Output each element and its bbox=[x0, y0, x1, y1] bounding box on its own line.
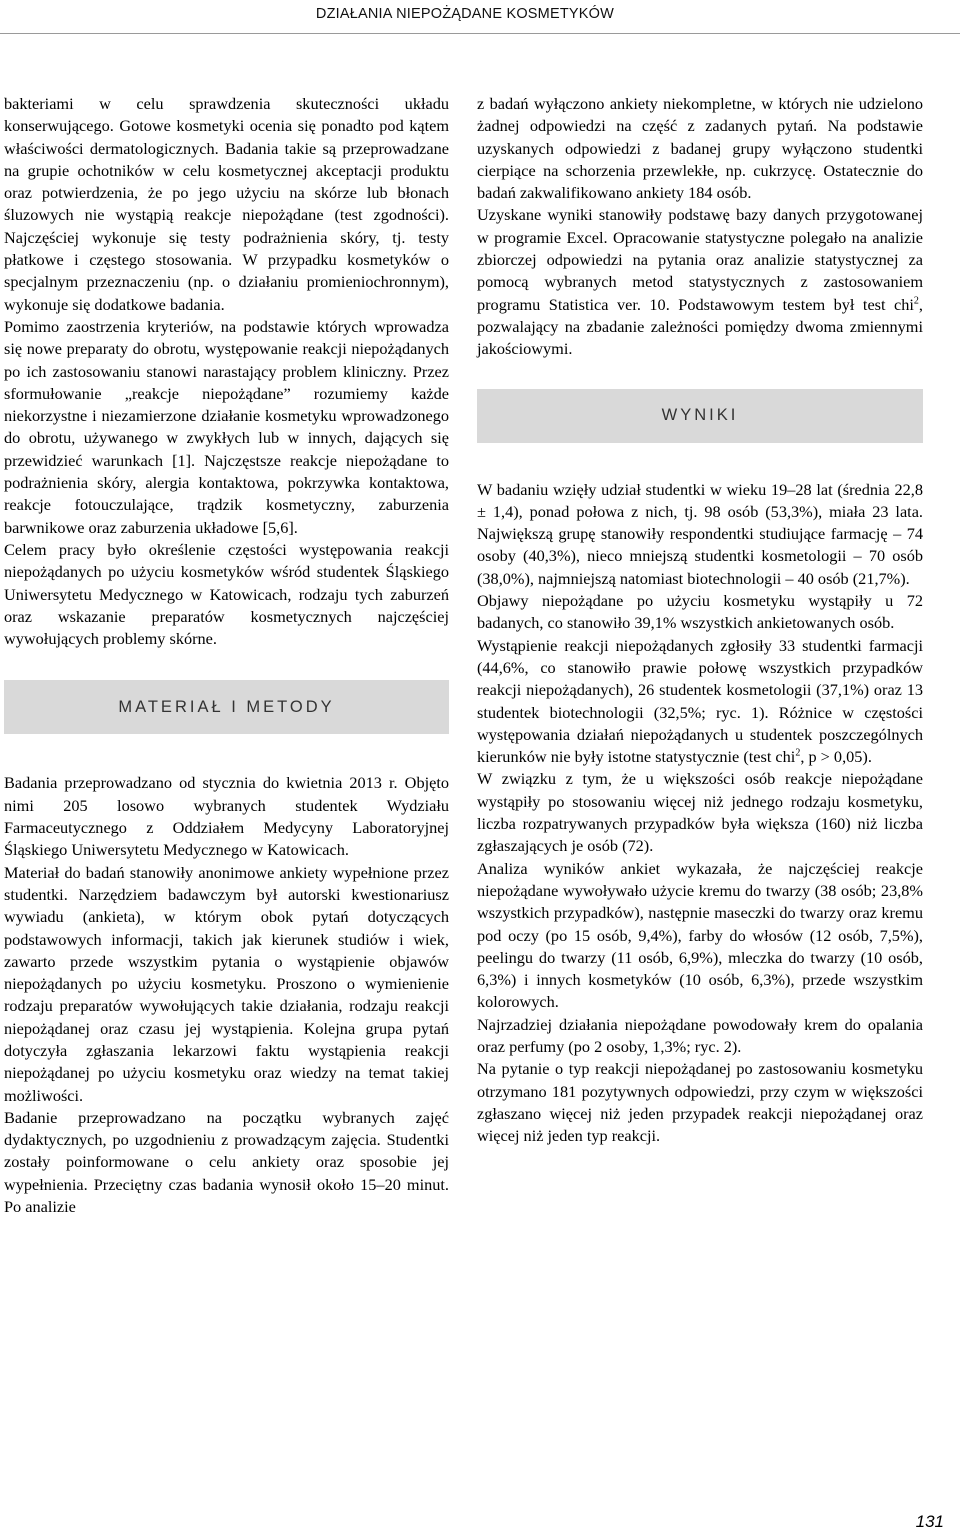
body-paragraph: bakteriami w celu sprawdzenia skuteczności układu konserwującego. Gotowe kosmetyki ocenia się ponadto pod kątem właściwości dermatologicznych. Badania takie są przeprowadzane na grupie ochotników w celu kosmetycznej akceptacji produktu oraz potwierdzenia, że po jego użyciu na skórze lub błonach śluzowych nie wystąpią reakcje niepożądane (test zgodności). Najczęściej wykonuje się testy podrażnienia skóry, tj. testy płatkowe i częstego stosowania. W przypadku kosmetyków o specjalnym przeznaczeniu (np. o działaniu promieniochronnym), wykonuje się dodatkowe badania. bbox=[4, 94, 449, 314]
body-paragraph: Badanie przeprowadzano na początku wybranych zajęć dydaktycznych, po uzgodnieniu z prowadzącym zajęcia. Studentki zostały poinformowane o celu ankiety oraz sposobie jej wypełnienia. Przeciętny czas badania wynosił około 15–20 minut. Po analizie bbox=[4, 1107, 449, 1217]
body-paragraph: z badań wyłączono ankiety niekompletne, w których nie udzielono żadnej odpowiedzi na część z zadanych pytań. Na podstawie uzyskanych odpowiedzi z badanej grupy wyłączono studentki cierpiące na schorzenia przewlekłe, np. cukrzycę. Ostatecznie do badań zakwalifikowano ankiety 184 osób. bbox=[477, 94, 923, 203]
chi-text: Uzyskane wyniki stanowiły podstawę bazy danych przygotowanej w programie Excel. Opracowanie statystyczne polegało na analizie zbiorczej odpowiedzi na pytania oraz analizie statystycznej za pomocą wybranych metod statystycznych z zastosowaniem programu Statistica ver. 10. Podstawowym testem był test chi bbox=[477, 205, 923, 314]
body-paragraph: Analiza wyników ankiet wykazała, że najczęściej reakcje niepożądane wywoływało użycie kremu do twarzy (38 osób; 23,8% wszystkich przypadków), następnie maseczki do twarzy oraz kremu pod oczy (po 15 osób, 9,4%), farby do włosów (12 osób, 7,5%), peelingu do twarzy (11 osób, 6,9%), mleczka do twarzy (10 osób, 6,3%) i innych kosmetyków (10 osób, 6,3%), przede wszystkim kolorowych. bbox=[477, 858, 923, 1012]
body-paragraph: Objawy niepożądane po użyciu kosmetyku wystąpiły u 72 badanych, co stanowiło 39,1% wszystkich ankietowanych osób. bbox=[477, 591, 923, 633]
chi2-superscript: 2 bbox=[795, 747, 801, 759]
body-paragraph: Materiał do badań stanowiły anonimowe ankiety wypełnione przez studentki. Narzędziem badawczym był autorski kwestionariusz wywiadu (ankieta), w którym obok pytań dotyczących podstawowych informacji, takich jak kierunek studiów i wiek, zawarto przede wszystkim pytania o wystąpienie objawów niepożądanych po użyciu kosmetyku. Proszono o wymienienie rodzaju preparatów wywołujących takie działania, rodzaju reakcji niepożądanej oraz czasu jej wystąpienia. Kolejna grupa pytań dotyczyła zgłaszania lekarzowi faktu wystąpienia reakcji niepożądanej po użyciu kosmetyku oraz wiedzy na temat takiej możliwości. bbox=[4, 862, 449, 1105]
body-paragraph: Najrzadziej działania niepożądane powodowały krem do opalania oraz perfumy (po 2 osoby, 1,3%; ryc. 2). bbox=[477, 1014, 923, 1056]
chi-tail: , pozwalający na zbadanie zależności pomiędzy dwoma zmiennymi jakościowymi. bbox=[477, 294, 923, 359]
body-paragraph: W związku z tym, że u większości osób reakcje niepożądane wystąpiły po stosowaniu więcej niż jednego rodzaju kosmetyku, liczba rozpatrywanych przypadków była większa (160) niż liczba zgłaszających je osób (72). bbox=[477, 769, 923, 856]
body-paragraph-chi2 bbox=[477, 635, 923, 769]
body-paragraph: Pomimo zaostrzenia kryteriów, na podstawie których wprowadza się nowe preparaty do obrotu, występowanie reakcji niepożądanych po ich zastosowaniu stanowi narastający problem kliniczny. Przez sformułowanie „reakcje niepożądane” rozumiemy każde niekorzystne i niezamierzone działanie kosmetyku wprowadzonego do obrotu, używanego w zwykłych lub w innych, dających się przewidzieć warunkach [1]. Najczęstsze reakcje niepożądane to podrażnienia skóry, alergia kontaktowa, pokrzywka kontaktowa, reakcje fotouczulające, trądzik kosmetyczny, zaburzenia barwnikowe oraz zaburzenia układowe [5,6]. bbox=[4, 316, 449, 537]
left-column bbox=[4, 93, 449, 1218]
chi2-text: Wystąpienie reakcji niepożądanych zgłosiły 33 studentki farmacji (44,6%, co stanowiło prawie połowę wszystkich przypadków reakcji niepożądanych), 26 studentek kosmetologii (37,1%) oraz 13 studentek biotechnologii (32,5%; ryc. 1). Różnice w częstości występowania działań niepożądanych u studentek poszczególnych kierunków nie były istotne statystycznie (test chi bbox=[477, 635, 923, 767]
body-paragraph: W badaniu wzięły udział studentki w wieku 19–28 lat (średnia 22,8 ± 1,4), ponad połowa z nich, tj. 98 osób (53,3%), miała 23 lata. Największą grupę stanowiły respondentki studiujące farmację – 74 osoby (40,3%), nieco mniejszą studentki kosmetologii – 70 osób (38,0%), najmniejszą natomiast biotechnologii – 40 osób (21,7%). bbox=[477, 479, 923, 588]
chi2-tail: , p > 0,05). bbox=[800, 747, 872, 767]
body-paragraph: Badania przeprowadzano od stycznia do kwietnia 2013 r. Objęto nimi 205 losowo wybranych studentek Wydziału Farmaceutycznego z Oddziałem Medycyny Laboratoryjnej Śląskiego Uniwersytetu Medycznego w Katowicach. bbox=[4, 773, 449, 860]
section-heading-materials-methods: MATERIAŁ I METODY bbox=[4, 680, 449, 734]
chi-superscript: 2 bbox=[913, 295, 919, 307]
body-paragraph: Celem pracy było określenie częstości występowania reakcji niepożądanych po użyciu kosmetyków wśród studentek Śląskiego Uniwersytetu Medycznego w Katowicach, rodzaju tych zaburzeń oraz wskazanie preparatów kosmetycznych najczęściej wywołujących problemy skórne. bbox=[4, 539, 449, 649]
body-paragraph: Na pytanie o typ reakcji niepożądanej po zastosowaniu kosmetyku otrzymano 181 pozytywnych odpowiedzi, przy czym w większości zgłaszano więcej niż jeden przypadek reakcji niepożądanej oraz więcej niż jeden typ reakcji. bbox=[477, 1059, 923, 1146]
page-number: 131 bbox=[915, 1512, 944, 1531]
right-column bbox=[477, 93, 923, 1147]
body-paragraph-chi bbox=[477, 204, 923, 360]
running-header: DZIAŁANIA NIEPOŻĄDANE KOSMETYKÓW bbox=[315, 6, 614, 22]
section-heading-results: WYNIKI bbox=[477, 389, 923, 443]
header-rule bbox=[0, 33, 960, 34]
